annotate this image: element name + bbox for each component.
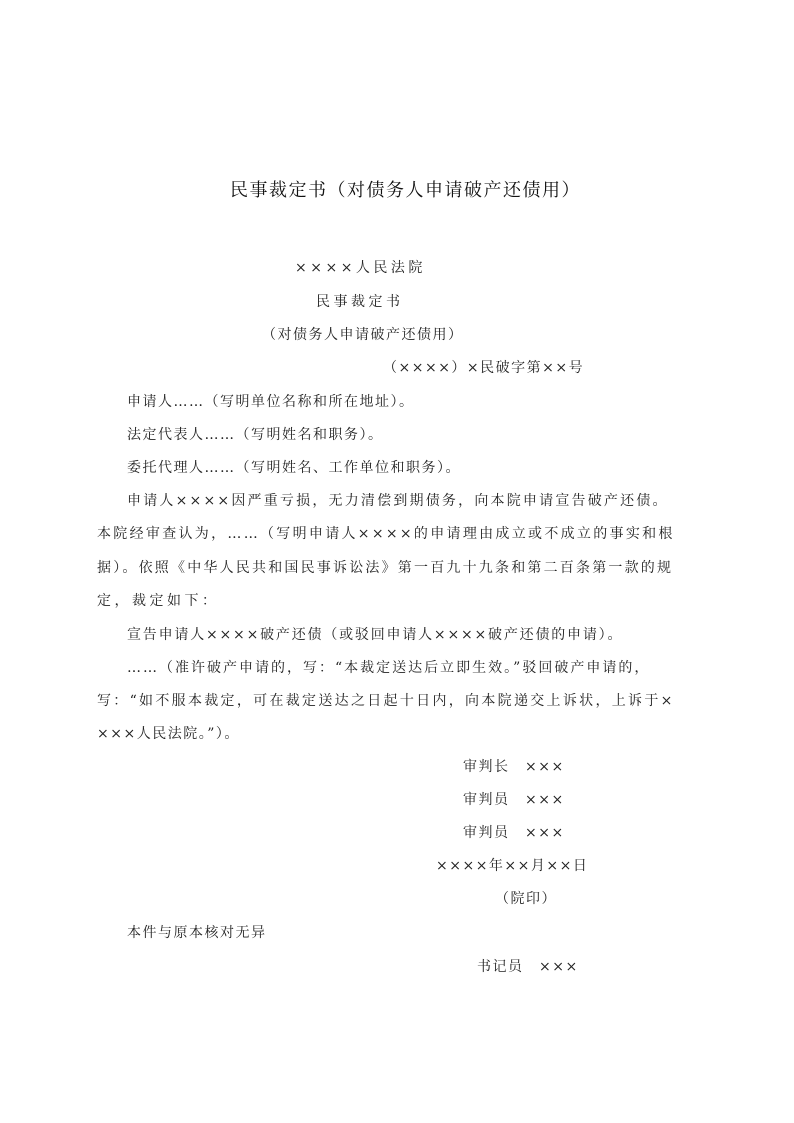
court-name: ××××人民法院 <box>295 260 426 276</box>
para3-line: ×××人民法院。”）。 <box>97 726 240 742</box>
doc-subtitle: （对债务人申请破产还债用） <box>262 327 464 343</box>
ruling-date: ××××年××月××日 <box>436 858 589 874</box>
document-title: 民事裁定书（对债务人申请破产还债用） <box>230 180 581 201</box>
applicant-line: 申请人……（写明单位名称和所在地址）。 <box>127 394 415 410</box>
case-number: （××××）×民破字第××号 <box>383 360 585 376</box>
para1-line: 定，裁定如下： <box>97 593 220 609</box>
doc-type: 民事裁定书 <box>316 294 404 310</box>
para3-line: ……（准许破产申请的，写：“本裁定送达后立即生效。”驳回破产申请的， <box>127 660 651 676</box>
clerk: 书记员 ××× <box>477 959 579 975</box>
judge-2: 审判员 ××× <box>463 825 565 841</box>
court-seal: （院印） <box>495 891 557 907</box>
ruling-line: 宣告申请人××××破产还债（或驳回申请人××××破产还债的申请）。 <box>127 627 624 643</box>
para1-line: 申请人××××因严重亏损，无力清偿到期债务，向本院申请宣告破产还债。 <box>127 493 669 509</box>
judge-1: 审判员 ××× <box>463 792 565 808</box>
legal-rep-line: 法定代表人……（写明姓名和职务）。 <box>127 427 384 443</box>
verification-note: 本件与原本核对无异 <box>127 925 267 941</box>
agent-line: 委托代理人……（写明姓名、工作单位和职务）。 <box>127 460 461 476</box>
para1-line: 据）。依照《中华人民共和国民事诉讼法》第一百九十九条和第二百条第一款的规 <box>97 560 674 576</box>
presiding-judge: 审判长 ××× <box>463 759 565 775</box>
para1-line: 本院经审查认为，……（写明申请人××××的申请理由成立或不成立的事实和根 <box>97 526 675 542</box>
para3-line: 写：“如不服本裁定，可在裁定送达之日起十日内，向本院递交上诉状，上诉于× <box>97 693 675 709</box>
